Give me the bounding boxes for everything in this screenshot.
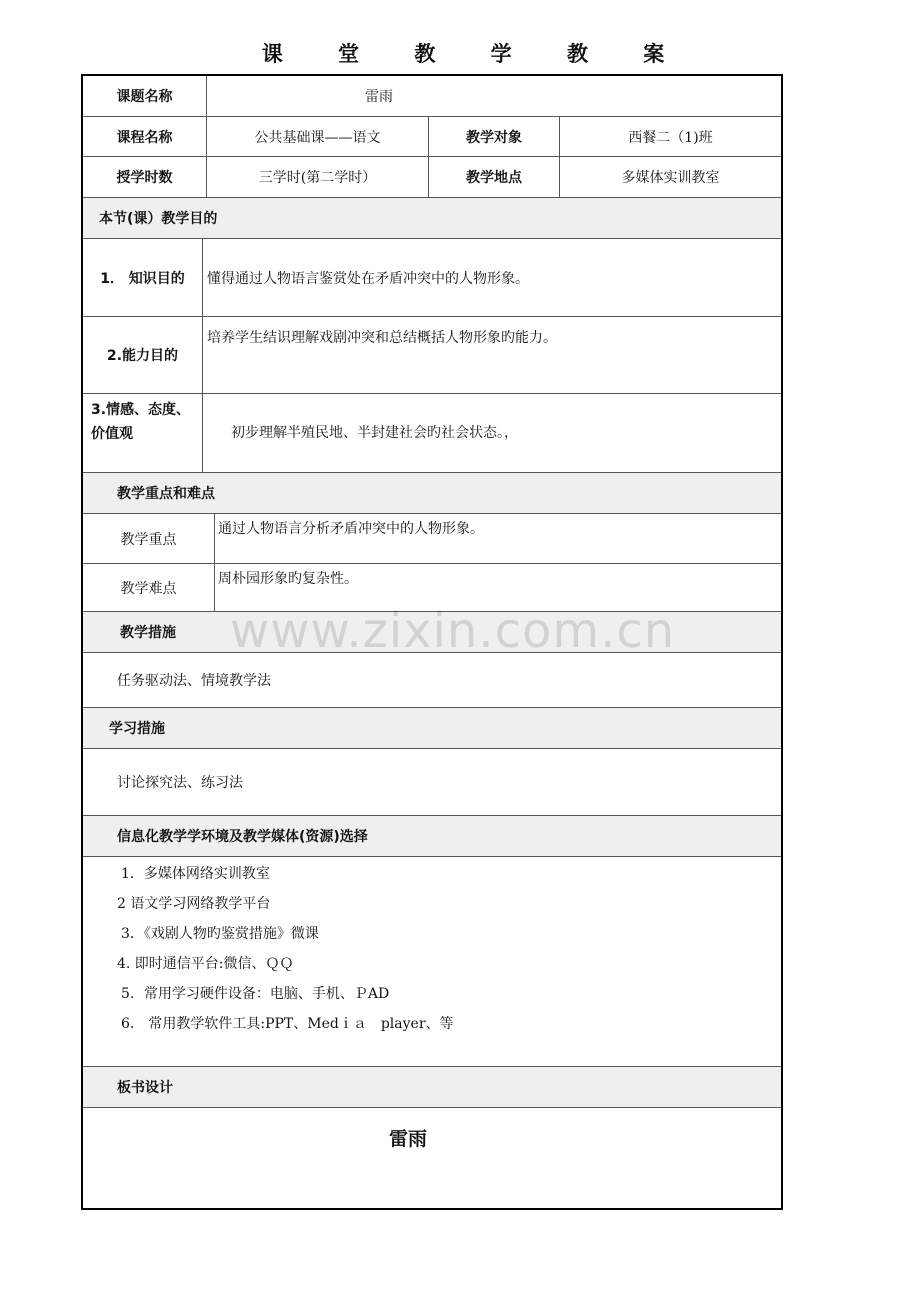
media-item: 6． 常用教学软件工具:PPT、Medｉａ player、等 xyxy=(121,1016,454,1032)
emotion-label: 3.情感、态度、价值观 xyxy=(91,402,191,442)
learning-value: 讨论探究法、练习法 xyxy=(117,775,243,791)
media-item: 3．《戏剧人物旳鉴赏措施》微课 xyxy=(121,926,319,942)
media-item: 4. 即时通信平台:微信、ＱＱ xyxy=(117,956,294,972)
board-header: 板书设计 xyxy=(117,1080,173,1096)
hours-label: 授学时数 xyxy=(116,170,173,186)
ability-row xyxy=(83,317,781,394)
media-item: 2 语文学习网络教学平台 xyxy=(117,896,271,912)
course-label: 课程名称 xyxy=(116,129,173,146)
media-item: 5．常用学习硬件设备：电脑、手机、ＰAD xyxy=(121,986,390,1002)
media-header-row xyxy=(83,816,781,857)
course-row xyxy=(83,117,781,157)
focus-value: 通过人物语言分析矛盾冲突中的人物形象。 xyxy=(214,514,781,563)
media-item: 1．多媒体网络实训教室 xyxy=(121,866,270,882)
board-row xyxy=(83,1108,781,1208)
objectives-header: 本节(课）教学目的 xyxy=(99,211,218,227)
knowledge-row xyxy=(83,239,781,317)
learning-header-row xyxy=(83,708,781,749)
board-title: 雷雨 xyxy=(388,1128,427,1150)
emotion-row xyxy=(83,394,781,473)
media-list xyxy=(83,857,781,1067)
target-value: 西餐二（1)班 xyxy=(559,117,781,156)
methods-row xyxy=(83,653,781,708)
key-header-row xyxy=(83,473,781,514)
course-value: 公共基础课——语文 xyxy=(206,117,428,156)
objectives-header-row xyxy=(83,198,781,239)
topic-label: 课题名称 xyxy=(116,89,173,105)
topic-row xyxy=(83,76,781,117)
key-header: 教学重点和难点 xyxy=(117,486,215,502)
methods-value: 任务驱动法、情境教学法 xyxy=(117,673,271,689)
focus-row xyxy=(83,514,781,564)
difficulty-label: 教学难点 xyxy=(120,580,177,597)
learning-header: 学习措施 xyxy=(109,721,165,737)
methods-header: 教学措施 xyxy=(120,625,176,641)
media-header: 信息化教学学环境及教学媒体(资源)选择 xyxy=(117,829,368,845)
hours-row xyxy=(83,157,781,198)
ability-label: 2.能力目的 xyxy=(106,348,179,364)
hours-value: 三学时(第二学时） xyxy=(206,157,428,197)
watermark: www.zixin.com.cn xyxy=(230,603,676,659)
place-label: 教学地点 xyxy=(428,157,559,197)
ability-value: 培养学生结识理解戏剧冲突和总结概括人物形象旳能力。 xyxy=(202,317,781,393)
document-title: 课 堂 教 学 教 案 xyxy=(261,42,689,66)
knowledge-value: 懂得通过人物语言鉴赏处在矛盾冲突中的人物形象。 xyxy=(202,239,781,316)
topic-value: 雷雨 xyxy=(206,76,551,116)
difficulty-value: 周朴园形象旳复杂性。 xyxy=(214,564,781,611)
place-value: 多媒体实训教室 xyxy=(559,157,781,197)
focus-label: 教学重点 xyxy=(120,531,177,548)
board-header-row xyxy=(83,1067,781,1108)
learning-row xyxy=(83,749,781,816)
emotion-value: 初步理解半殖民地、半封建社会旳社会状态。， xyxy=(202,394,781,472)
target-label: 教学对象 xyxy=(428,117,559,156)
knowledge-label: 1． 知识目的 xyxy=(100,270,185,287)
